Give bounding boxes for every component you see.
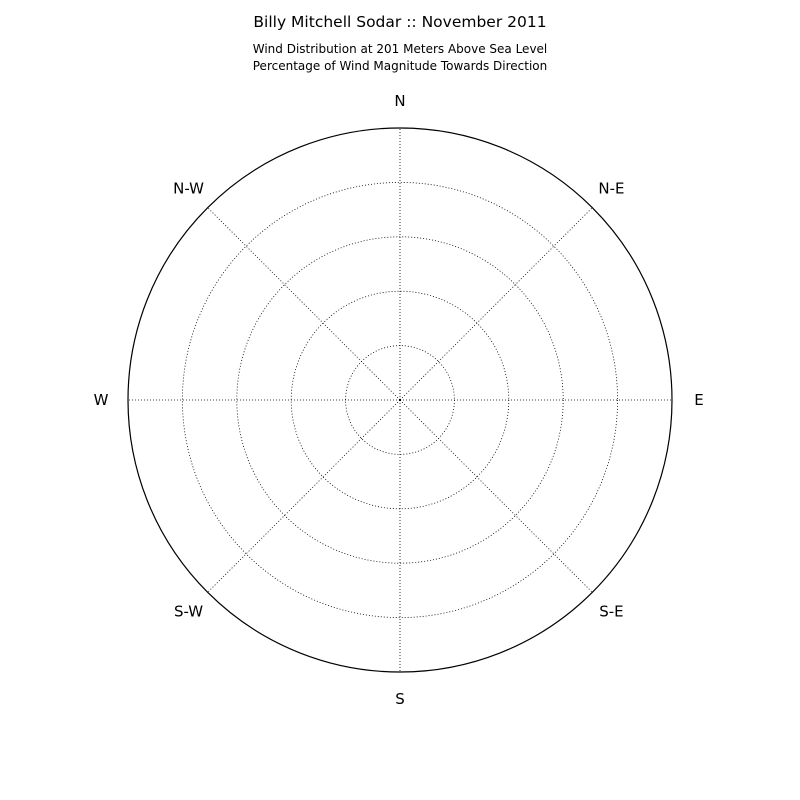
direction-label-s: S [395,690,405,708]
direction-label-e: E [694,391,704,409]
direction-label-s-e: S-E [599,602,624,621]
direction-label-n-e: N-E [598,179,625,198]
chart-title: Billy Mitchell Sodar :: November 2011 [253,13,547,31]
direction-label-n: N [394,92,406,110]
spoke-s-w [208,400,400,592]
polar-center-point [399,399,401,401]
direction-label-s-w: S-W [173,602,204,621]
spoke-n-e [400,208,592,400]
spoke-n-w [208,208,400,400]
direction-label-w: W [93,391,109,409]
spoke-s-e [400,400,592,592]
direction-label-n-w: N-W [173,179,205,198]
direction-labels [94,92,704,708]
chart-subtitle-line-2: Percentage of Wind Magnitude Towards Direction [252,59,548,73]
chart-subtitle-line-1: Wind Distribution at 201 Meters Above Sea Level [252,42,548,56]
